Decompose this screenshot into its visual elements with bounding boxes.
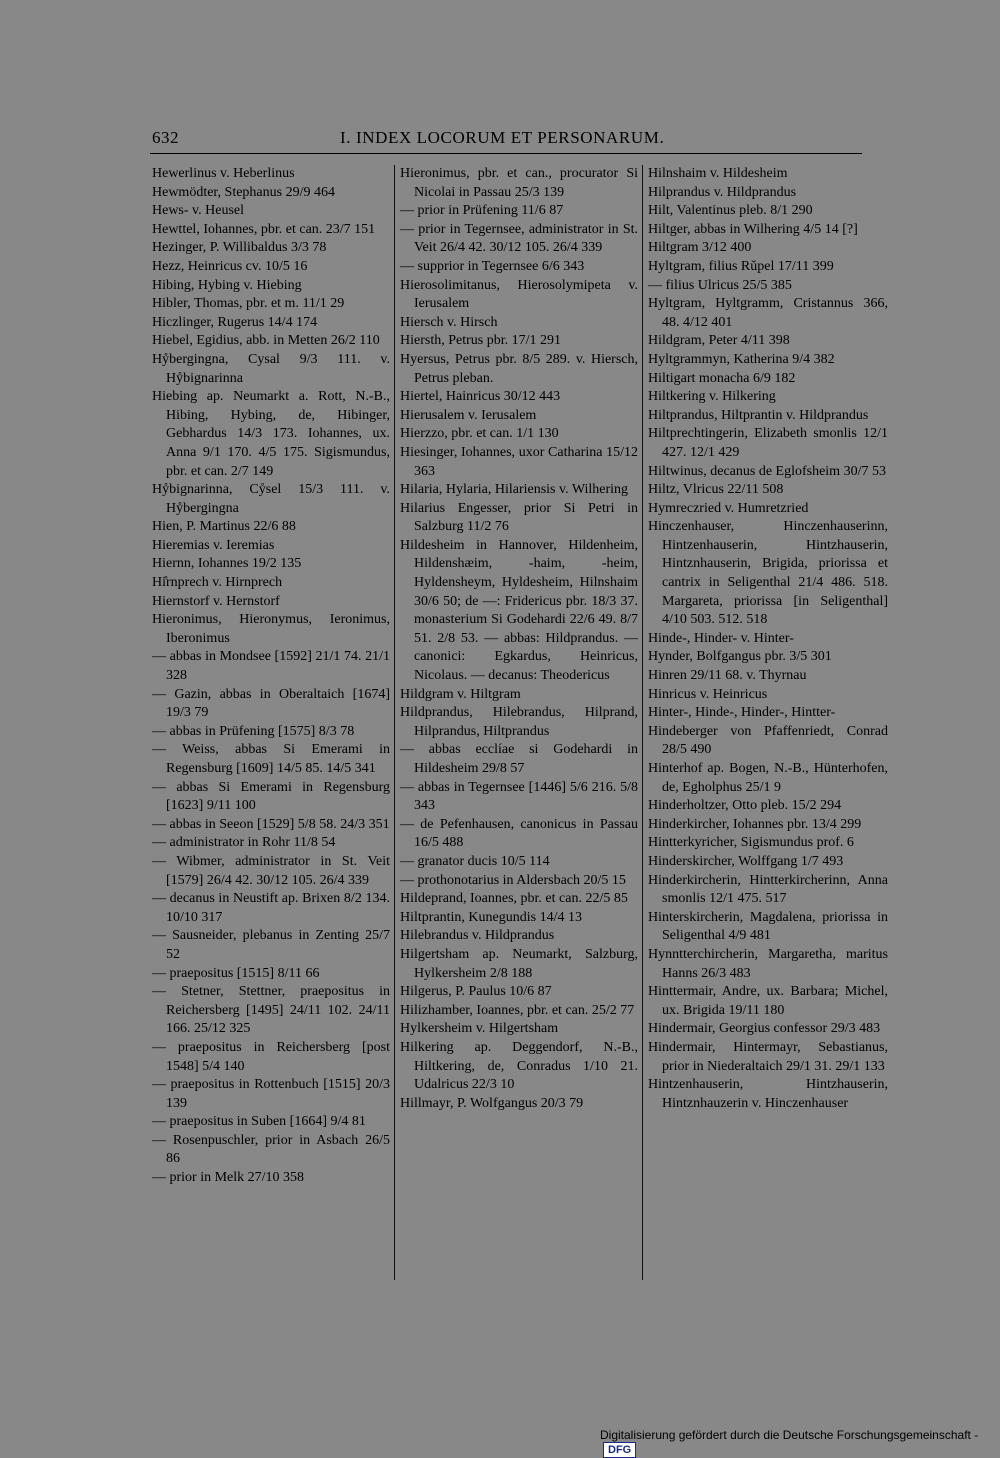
index-entry: Hinterskircherin, Magdalena, priorissa in Seligenthal 4/9 481 bbox=[648, 909, 888, 944]
index-entry: Hinderkircher, Iohannes pbr. 13/4 299 bbox=[648, 816, 862, 832]
index-entry: Hinde-, Hinder- v. Hinter- bbox=[648, 630, 794, 646]
index-entry: Hiltigart monacha 6/9 182 bbox=[648, 370, 796, 386]
index-entry: — praepositus in Rottenbuch [1515] 20/3 139 bbox=[152, 1077, 390, 1111]
index-entry: — prior in Melk 27/10 358 bbox=[152, 1170, 305, 1186]
index-entry: Hinter-, Hinde-, Hinder-, Hintter- bbox=[648, 705, 836, 721]
index-entry: Hynntterchircherin, Margaretha, maritus Hanns 26/3 483 bbox=[648, 946, 888, 981]
index-entry: Hilarius Engesser, prior Si Petri in Salzburg 11/2 76 bbox=[400, 500, 638, 535]
index-entry: — prior in Tegernsee, administrator in St. Veit 26/4 42. 30/12 105. 26/4 339 bbox=[400, 221, 638, 256]
index-entry: — abbas in Prüfening [1575] 8/3 78 bbox=[152, 723, 355, 739]
index-entry: Hiersth, Petrus pbr. 17/1 291 bbox=[400, 333, 561, 349]
index-entry: Hiernstorf v. Hernstorf bbox=[152, 593, 280, 609]
column-divider-right bbox=[642, 165, 643, 1280]
index-entry: Hyersus, Petrus pbr. 8/5 289. v. Hiersch, Petrus pleban. bbox=[400, 351, 638, 386]
index-entry: Hews- v. Heusel bbox=[152, 203, 245, 219]
index-entry: Hindeberger von Pfaffenriedt, Conrad 28/5 490 bbox=[648, 723, 888, 758]
index-entry: Hilkering ap. Deggendorf, N.-B., Hiltkering, de, Conradus 1/10 21. Udalricus 22/3 10 bbox=[400, 1039, 638, 1093]
index-entry: Hiernn, Iohannes 19/2 135 bbox=[152, 556, 302, 572]
index-entry: Hewerlinus v. Heberlinus bbox=[152, 166, 295, 181]
index-entry: Hierusalem v. Ierusalem bbox=[400, 407, 537, 423]
index-entry: Hieronimus, Hieronymus, Ieronimus, Iberonimus bbox=[152, 612, 390, 646]
index-entry: Hindermair, Hintermayr, Sebastianus, prior in Niederaltaich 29/1 31. 29/1 133 bbox=[648, 1039, 888, 1074]
index-entry: Hiebing ap. Neumarkt a. Rott, N.-B., Hibing, Hybing, de, Hibinger, Gebhardus 14/3 173. Iohannes, ux. Anna 9/1 170. 4/5 175. Sigismundus, pbr. et can. 2/7 149 bbox=[152, 389, 390, 479]
index-entry: — praepositus in Suben [1664] 9/4 81 bbox=[152, 1114, 366, 1130]
index-column-3 bbox=[648, 165, 888, 1113]
index-entry: — abbas in Seeon [1529] 5/8 58. 24/3 351 bbox=[152, 816, 390, 832]
index-entry: Hiesinger, Iohannes, uxor Catharina 15/12 363 bbox=[400, 444, 638, 479]
running-title: I. INDEX LOCORUM ET PERSONARUM. bbox=[340, 128, 665, 147]
index-entry: — Gazin, abbas in Oberaltaich [1674] 19/3 79 bbox=[152, 686, 390, 721]
index-entry: Hintterkyricher, Sigismundus prof. 6 bbox=[648, 835, 854, 851]
index-entry: Hylkersheim v. Hilgertsham bbox=[400, 1021, 559, 1037]
index-entry: Hinderholtzer, Otto pleb. 15/2 294 bbox=[648, 798, 842, 814]
index-entry: Hintzenhauserin, Hintzhauserin, Hintznhauzerin v. Hinczenhauser bbox=[648, 1077, 888, 1111]
index-entry: Hiebel, Egidius, abb. in Metten 26/2 110 bbox=[152, 333, 380, 349]
index-entry: Hiltger, abbas in Wilhering 4/5 14 [?] bbox=[648, 221, 858, 237]
index-entry: — decanus in Neustift ap. Brixen 8/2 134. 10/10 317 bbox=[152, 891, 390, 925]
index-entry: Hinderkircherin, Hintterkircherinn, Anna smonlis 12/1 475. 517 bbox=[648, 872, 888, 907]
index-entry: Hilgerus, P. Paulus 10/6 87 bbox=[400, 984, 552, 1000]
index-entry: Hinderskircher, Wolffgang 1/7 493 bbox=[648, 853, 844, 869]
index-entry: Hezz, Heinricus cv. 10/5 16 bbox=[152, 258, 308, 274]
index-entry: — supprior in Tegernsee 6/6 343 bbox=[400, 258, 585, 274]
index-column-2 bbox=[400, 165, 638, 1113]
index-entry: Hinczenhauser, Hinczenhauserinn, Hintzenhauserin, Hintzhauserin, Hintznhauserin, Brigida, priorissa et cantrix in Seligenthal 21/4 486. 518. Margareta, priorissa [in Seligenthal] 4/10 503. 512. 518 bbox=[648, 519, 888, 628]
index-entry: Hi̊rnprech v. Hirnprech bbox=[152, 575, 283, 591]
index-entry: — Weiss, abbas Si Emerami in Regensburg [1609] 14/5 85. 14/5 341 bbox=[152, 742, 390, 776]
index-entry: Hyltgrammyn, Katherina 9/4 382 bbox=[648, 351, 835, 367]
index-entry: Hildgram, Peter 4/11 398 bbox=[648, 333, 790, 349]
index-entry: Hinren 29/11 68. v. Thyrnau bbox=[648, 668, 807, 684]
index-entry: Hildprandus, Hilebrandus, Hilprand, Hilprandus, Hiltprandus bbox=[400, 705, 638, 739]
index-entry: Hillmayr, P. Wolfgangus 20/3 79 bbox=[400, 1095, 584, 1111]
index-entry: — granator ducis 10/5 114 bbox=[400, 853, 550, 869]
footer-credit: Digitalisierung gefördert durch die Deutsche Forschungsgemeinschaft - bbox=[600, 1428, 979, 1442]
index-entry: — administrator in Rohr 11/8 54 bbox=[152, 835, 336, 851]
index-entry: — prothonotarius in Aldersbach 20/5 15 bbox=[400, 872, 626, 888]
index-entry: Hezinger, P. Willibaldus 3/3 78 bbox=[152, 240, 327, 256]
index-entry: Hiertel, Hainricus 30/12 443 bbox=[400, 389, 561, 405]
index-entry: Hilt, Valentinus pleb. 8/1 290 bbox=[648, 203, 813, 219]
index-entry: — de Pefenhausen, canonicus in Passau 16/5 488 bbox=[400, 816, 638, 851]
index-entry: Hyltgram, filius Rǔpel 17/11 399 bbox=[648, 258, 834, 274]
index-entry: Hierosolimitanus, Hierosolymipeta v. Ierusalem bbox=[400, 277, 638, 312]
index-entry: — abbas Si Emerami in Regensburg [1623] 9/11 100 bbox=[152, 779, 390, 814]
index-entry: Hieronimus, pbr. et can., procurator Si Nicolai in Passau 25/3 139 bbox=[400, 166, 638, 200]
index-entry: Hiersch v. Hirsch bbox=[400, 314, 498, 330]
index-entry: Hẙbignarinna, Cẙsel 15/3 111. v. Hẙbergingna bbox=[152, 482, 390, 516]
index-entry: — Sausneider, plebanus in Zenting 25/7 52 bbox=[152, 928, 390, 962]
index-entry: Hilgertsham ap. Neumarkt, Salzburg, Hylkersheim 2/8 188 bbox=[400, 946, 638, 981]
header-rule bbox=[150, 153, 862, 154]
index-entry: Hewttel, Iohannes, pbr. et can. 23/7 151 bbox=[152, 221, 376, 237]
index-entry: Hilnshaim v. Hildesheim bbox=[648, 166, 788, 181]
index-entry: Hymreczried v. Humretzried bbox=[648, 500, 809, 516]
index-entry: — abbas in Mondsee [1592] 21/1 74. 21/1 328 bbox=[152, 649, 390, 684]
index-entry: Hilprandus v. Hildprandus bbox=[648, 184, 797, 200]
index-entry: Hieremias v. Ieremias bbox=[152, 537, 275, 553]
column-divider-left bbox=[394, 165, 395, 1280]
page-number: 632 bbox=[152, 128, 179, 147]
index-entry: Hien, P. Martinus 22/6 88 bbox=[152, 519, 296, 535]
index-entry: Hildeprand, Ioannes, pbr. et can. 22/5 85 bbox=[400, 891, 628, 907]
index-entry: Hewmödter, Stephanus 29/9 464 bbox=[152, 184, 335, 200]
index-entry: — filius Ulricus 25/5 385 bbox=[648, 277, 792, 293]
index-entry: Hiltwinus, decanus de Eglofsheim 30/7 53 bbox=[648, 463, 886, 479]
index-entry: Hibing, Hybing v. Hiebing bbox=[152, 277, 302, 293]
index-entry: Hinricus v. Heinricus bbox=[648, 686, 768, 702]
index-entry: Hyltgram, Hyltgramm, Cristannus 366, 48. 4/12 401 bbox=[648, 296, 888, 330]
index-entry: Hynder, Bolfgangus pbr. 3/5 301 bbox=[648, 649, 832, 665]
index-entry: Hẙbergingna, Cysal 9/3 111. v. Hẙbignarinna bbox=[152, 351, 390, 386]
index-entry: — Wibmer, administrator in St. Veit [1579] 26/4 42. 30/12 105. 26/4 339 bbox=[152, 853, 390, 888]
index-entry: Hilebrandus v. Hildprandus bbox=[400, 928, 555, 944]
index-column-1 bbox=[152, 165, 390, 1188]
index-entry: Hildesheim in Hannover, Hildenheim, Hildenshæim, -haim, -heim, Hyldensheym, Hyldesheim, Hilnshaim 30/6 50; de —: Fridericus pbr. 18/3 37. monasterium Si Godehardi 22/6 49. 8/7 51. 2/8 53. — abbas: Hildprandus. — canonici: Egkardus, Heinricus, Nicolaus. — decanus: Theodericus bbox=[400, 537, 638, 684]
index-entry: Hildgram v. Hiltgram bbox=[400, 686, 521, 702]
index-entry: — abbas in Tegernsee [1446] 5/6 216. 5/8 343 bbox=[400, 779, 638, 814]
dfg-logo: DFG bbox=[603, 1442, 636, 1458]
index-entry: Hinttermair, Andre, ux. Barbara; Michel, ux. Brigida 19/11 180 bbox=[648, 984, 888, 1018]
index-entry: — praepositus [1515] 8/11 66 bbox=[152, 965, 320, 981]
index-entry: Hierzzo, pbr. et can. 1/1 130 bbox=[400, 426, 559, 442]
index-entry: Hibler, Thomas, pbr. et m. 11/1 29 bbox=[152, 296, 345, 312]
index-entry: — abbas ecclíae si Godehardi in Hildesheim 29/8 57 bbox=[400, 742, 638, 776]
footer bbox=[600, 1428, 1000, 1458]
index-entry: — praepositus in Reichersberg [post 1548] 5/4 140 bbox=[152, 1039, 390, 1074]
index-entry: Hiltprantin, Kunegundis 14/4 13 bbox=[400, 909, 582, 925]
index-entry: — Rosenpuschler, prior in Asbach 26/5 86 bbox=[152, 1132, 390, 1167]
index-entry: Hiltprechtingerin, Elizabeth smonlis 12/1 427. 12/1 429 bbox=[648, 426, 888, 460]
index-entry: — prior in Prüfening 11/6 87 bbox=[400, 203, 564, 219]
index-entry: Hiltkering v. Hilkering bbox=[648, 389, 776, 405]
index-entry: Hinterhof ap. Bogen, N.-B., Hünterhofen, de, Egholphus 25/1 9 bbox=[648, 761, 888, 795]
index-entry: Hiltz, Vlricus 22/11 508 bbox=[648, 482, 784, 498]
index-entry: Hiczlinger, Rugerus 14/4 174 bbox=[152, 314, 318, 330]
index-entry: Hiltprandus, Hiltprantin v. Hildprandus bbox=[648, 407, 869, 423]
index-entry: Hilizhamber, Ioannes, pbr. et can. 25/2 77 bbox=[400, 1002, 635, 1018]
index-entry: Hilaria, Hylaria, Hilariensis v. Wilhering bbox=[400, 482, 629, 498]
index-entry: Hiltgram 3/12 400 bbox=[648, 240, 752, 256]
index-entry: — Stetner, Stettner, praepositus in Reichersberg [1495] 24/11 102. 24/11 166. 25/12 325 bbox=[152, 984, 390, 1037]
index-entry: Hindermair, Georgius confessor 29/3 483 bbox=[648, 1021, 881, 1037]
